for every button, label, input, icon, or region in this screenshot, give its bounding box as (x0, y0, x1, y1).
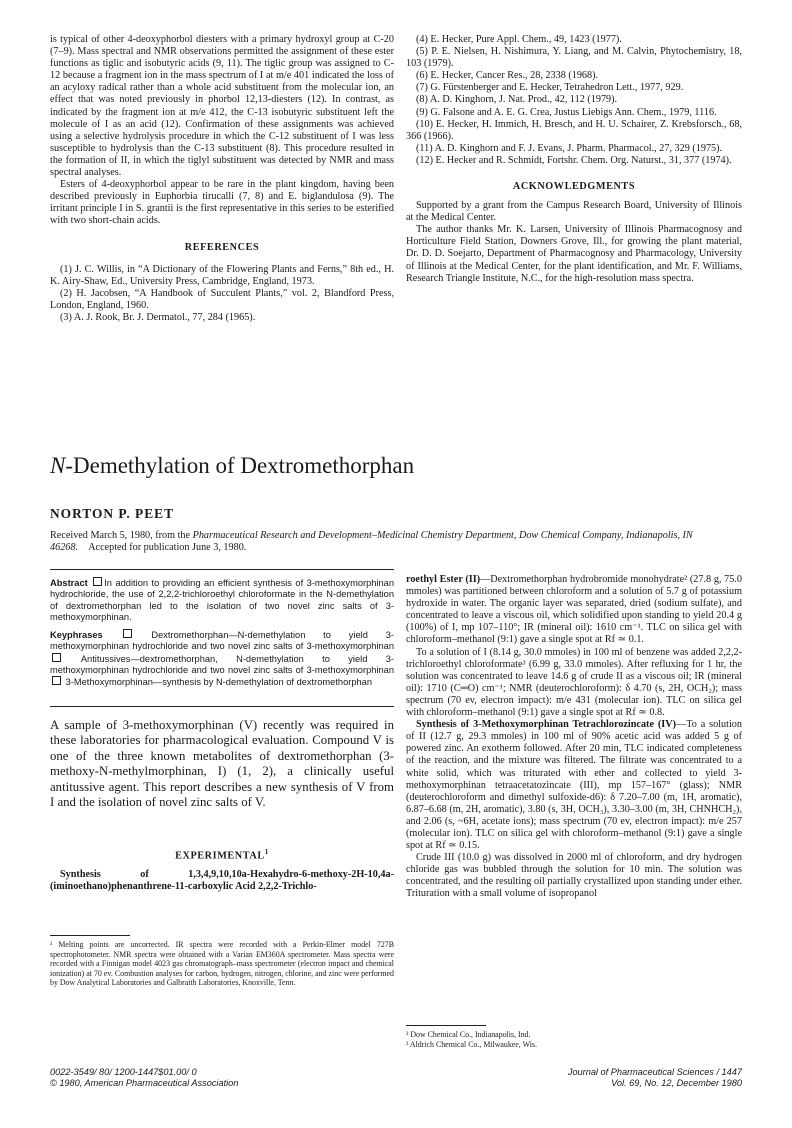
reference-item: (9) G. Falsone and A. E. G. Crea, Justus Liebigs Ann. Chem., 1979, 1116. (416, 106, 717, 118)
reference-item: (7) G. Fürstenberger and E. Hecker, Tetrahedron Lett., 1977, 929. (416, 82, 684, 94)
reference-item: (4) E. Hecker, Pure Appl. Chem., 49, 1423 (1977). (416, 34, 622, 45)
top-left-column (50, 34, 394, 324)
references-heading: REFERENCES (184, 241, 260, 253)
footer-right (568, 1067, 742, 1089)
footnote-rule-left (50, 935, 130, 936)
footnote-2: ² Dow Chemical Co., Indianapolis, Ind. (406, 1030, 531, 1039)
reference-item: (2) H. Jacobsen, “A Handbook of Succulent Plants,” vol. 2, Blandford Press, London, England, 1960. (50, 287, 394, 311)
abstract: Abstract In addition to providing an efficient synthesis of 3-methoxymorphinan hydrochloride, the use of 2,2,2-trichloroethyl chloroformate in the N-demethylation of dextromethorphan led to the isolation of two novel zinc salts of 3-methoxymorphinan. (50, 578, 394, 622)
esters-paragraph: Esters of 4-deoxyphorbol appear to be rare in the plant kingdom, having been described previously in Euphorbia tirucalli (7, 8) and E. biglandulosa (9). The irritant principle I in S. grantii is the first representative in this series to be esterified with two short-chain acids. (50, 179, 394, 227)
abstract-box (50, 569, 394, 707)
synthesis-1-text: roethyl Ester (II)—Dextromethorphan hydrobromide monohydrate² (27.8 g, 75.0 mmoles) was partitioned between chloroform and a solution of 5.7 g of potassium hydroxide in water. The organic layer was separated, dried (sodium sulfate), and concentrated to leave a viscous oil, which solidified upon standing to yield 20.4 g (100%) of I, mp 107–110°; IR (mineral oil): 1610 cm⁻¹. TLC on silica gel with chloroform–methanol (9:1) gave a single spot at Rf ≃ 0.1. (406, 574, 742, 646)
acknowledgments-body (406, 200, 742, 285)
references-list-right (406, 34, 742, 167)
top-right-column (406, 34, 742, 285)
reference-item: (5) P. E. Nielsen, H. Nishimura, Y. Liang, and M. Calvin, Phytochemistry, 18, 103 (1979). (406, 46, 742, 70)
intro-paragraph: A sample of 3-methoxymorphinan (V) recently was required in these laboratories for pharmacological evaluation. Compound V is one of the three known metabolites of dextromethorphan (3-methoxy-N-methylmorphinan, I) (1, 2), a clinically useful antitussive agent. This report describes a new synthesis of V from I and the isolation of novel zinc salts of V. (50, 718, 394, 810)
box-bullet-icon (52, 676, 61, 685)
references-list-left (50, 264, 394, 324)
box-bullet-icon (123, 629, 132, 638)
synthesis-2-text: Synthesis of 3-Methoxymorphinan Tetrachlorozincate (IV)—To a solution of II (12.7 g, 29.3 mmoles) in 100 ml of 90% acetic acid was added 5 g of powered zinc. An exotherm followed. After 20 min, TLC indicated completeness of the reaction, and the mixture was filtered. The filtrate was concentrated to a white solid, which was triturated with ether and collected to yield 3-methoxymorphinan tetraacetatozincate (III), mp 157–167° (glass); NMR (deuterochloroform and dimethyl sulfoxide-d6): δ 7.20–7.00 (m, 1H, aromatic), 6.87–6.68 (m, 2H, aromatic), 3.80 (s, 3H, OCH₃), 3.30–3.00 (m, 3H, CHNHCH₂), and 2.06 (s, ~6H, acetate ions); mass spectrum (70 ev, electron impact): m/e 257 (molecular ion). TLC on silica gel with chloroform–methanol (9:1) gave a single spot at Rf ≃ 0.15. (406, 719, 742, 852)
footnote-1: ¹ Melting points are uncorrected. IR spectra were recorded with a Perkin-Elmer model 727B spectrophotometer. NMR spectra were obtained with a Varian EM360A spectrometer. Mass spectra were recorded with a Finnigan model 4023 gas chromatograph–mass spectrometer (electron impact and chemical ionization) at 70 ev. Combustion analyses for carbon, hydrogen, nitrogen, chlorine, and zinc were performed by Dow Analytical Laboratories and Galbraith Laboratories, Knoxville, Tenn. (50, 940, 394, 988)
synthesis-heading-1: Synthesis of 1,3,4,9,10,10a-Hexahydro-6-methoxy-2H-10,4a-(iminoethano)phenanthrene-11-carboxylic Acid 2,2,2-Trichlo- (50, 869, 394, 893)
reference-item: (1) J. C. Willis, in “A Dictionary of the Flowering Plants and Ferns,” 8th ed., H. K. Airy-Shaw, Ed., University Press, Cambridge, England, 1973. (50, 263, 394, 287)
reference-item: (11) A. D. Kinghorn and F. J. Evans, J. Pharm. Pharmacol., 27, 329 (1975). (416, 142, 723, 154)
lower-right-column (406, 574, 742, 901)
reference-item: (12) E. Hecker and R. Schmidt, Fortshr. Chem. Org. Naturst., 31, 377 (1974). (416, 154, 732, 166)
synthesis-2-paragraph-2: Crude III (10.0 g) was dissolved in 2000 ml of chloroform, and dry hydrogen chloride gas was bubbled through the solution for 10 min. The solution was concentrated, and the resulting oil partially crystallized upon standing under ether. Trituration with a small volume of isopropanol (406, 852, 742, 900)
article-author: NORTON P. PEET (50, 506, 175, 521)
footer-left (50, 1067, 238, 1089)
reference-item: (10) E. Hecker, H. Immich, H. Bresch, and H. U. Schairer, Z. Krebsforsch., 68, 366 (1966). (406, 118, 742, 142)
footnote-rule-right (406, 1025, 486, 1026)
footnotes-right (406, 1030, 742, 1049)
lower-left-column (50, 848, 394, 894)
reference-item: (3) A. J. Rook, Br. J. Dermatol., 77, 284 (1965). (60, 311, 256, 323)
received-line: Received March 5, 1980, from the Pharmaceutical Research and Development–Medicinal Chemistry Department, Dow Chemical Company, Indianapolis, IN 46268. Accepted for publication June 3, 1980. (50, 530, 693, 554)
footnote-3: ³ Aldrich Chemical Co., Milwaukee, Wis. (406, 1039, 537, 1049)
acknowledgments-heading: ACKNOWLEDGMENTS (512, 181, 636, 193)
journal-page-line: Journal of Pharmaceutical Sciences / 1447 (567, 1067, 742, 1077)
issn-line: 0022-3549/ 80/ 1200-1447$01.00/ 0 (50, 1067, 197, 1077)
acknowledgment-paragraph: Supported by a grant from the Campus Research Board, University of Illinois at the Medical Center. (406, 200, 742, 224)
experimental-heading: EXPERIMENTAL$^1$ (175, 848, 269, 862)
copyright-line: © 1980, American Pharmaceutical Association (50, 1078, 239, 1089)
reference-item: (8) A. D. Kinghorn, J. Nat. Prod., 42, 112 (1979). (416, 94, 618, 106)
continuation-paragraph: is typical of other 4-deoxyphorbol diesters with a primary hydroxyl group at C-20 (7–9). Mass spectral and NMR observations permitted the assignment of these ester functions as tiglic and isobutyric acids (9, 11). The tiglic group was assigned to C-12 because a fragment ion in the mass spectrum of I at m/e 401 indicated the loss of an acyloxy radical rather than a whole acid substituent from the molecular ion, an effect that was noted previously in phorbol 12,13-diesters (12). In contrast, as indicated by the fragment ion at m/e 412, the C-13 isobutyric substituent left the molecule of I as an acid (12). Confirmation of these assignments was achieved using a selective hydrolysis procedure in which the C-12 substituent of I was less susceptible to hydrolysis than the C-13 substituent (8). This procedure resulted in the formation of II, in which the tiglyl substituent was detected by NMR and mass spectral analyses. (50, 34, 394, 179)
synthesis-1-paragraph-2: To a solution of I (8.14 g, 30.0 mmoles) in 100 ml of benzene was added 2,2,2-trichloroethyl chloroformate³ (6.99 g, 33.0 mmoles). After refluxing for 1 hr, the solution was concentrated to leave 14.6 g of crude II as a viscous oil; IR (mineral oil): 1710 (C═O) cm⁻¹; NMR (deuterochloroform): δ 4.70 (s, 2H, OCH₂); mass spectrum (70 ev, electron impact): m/e 431 (molecular ion). TLC on silica gel with chloroform–methanol (9:1) gave a single spot at Rf ≃ 0.8. (406, 646, 742, 719)
box-bullet-icon (52, 653, 61, 662)
reference-item: (6) E. Hecker, Cancer Res., 28, 2338 (1968). (416, 70, 599, 82)
box-bullet-icon (93, 577, 102, 586)
keyphrases: Keyphrases Dextromethorphan—N-demethylation to yield 3-methoxymorphinan hydrochloride and two novel zinc salts of 3-methoxymorphinan Antitussives—dextromethorphan, N-demethylation to yield 3-methoxymorphinan hydrochloride and two novel zinc salts of 3-methoxymorphinan 3-Methoxymorphinan—synthesis by N-demethylation of dextromethorphan (50, 630, 394, 688)
volume-line: Vol. 69, No. 12, December 1980 (611, 1078, 742, 1089)
article-title: N-Demethylation of Dextromethorphan (50, 453, 415, 478)
acknowledgment-paragraph: The author thanks Mr. K. Larsen, University of Illinois Pharmacognosy and Horticulture Field Station, Downers Grove, Ill., for growing the plant material, Dr. D. D. Soejarto, Department of Pharmacognosy and Pharmacology, University of Illinois at the Medical Center, for the plant identification, and Mr. F. Williams, Research Triangle Institute, N.C., for the high-resolution mass spectra. (406, 224, 742, 284)
